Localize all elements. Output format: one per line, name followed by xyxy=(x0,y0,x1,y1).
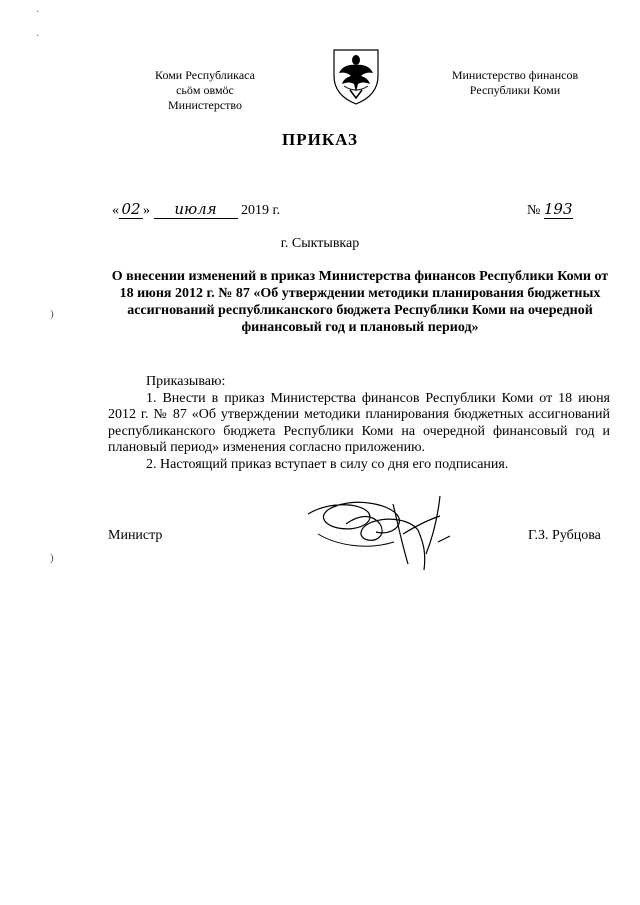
body-paragraph-3: 2. Настоящий приказ вступает в силу со дня его подписания. xyxy=(146,456,509,472)
order-number-line xyxy=(527,200,573,220)
header-left-line-1: Коми Республикаса xyxy=(155,68,255,82)
date-close-quote: » xyxy=(143,203,150,218)
order-body xyxy=(108,374,610,473)
signer-title: Министр xyxy=(108,528,163,543)
city-line: г. Сыктывкар xyxy=(280,236,360,251)
body-paragraph-2: 1. Внести в приказ Министерства финансов Республики Коми от 18 июня 2012 г. № 87 «Об утверждении методики планирования бюджетных ассигнований республиканского бюджета Республики Коми на очередной финансовый год и плановый период» изменения согласно приложению. xyxy=(108,390,610,455)
header-right-org xyxy=(440,68,590,98)
date-day: 02 xyxy=(119,200,143,219)
binding-hole-mark: ) xyxy=(50,308,54,320)
scan-mark: · xyxy=(36,30,40,42)
number-label: № xyxy=(527,203,541,218)
order-subject: О внесении изменений в приказ Министерства финансов Республики Коми от 18 июня 2012 г. № 87 «Об утверждении методики планирования бюджетных ассигнований республиканского бюджета Республики Коми на очередной финансовый год и плановый период» xyxy=(111,269,609,335)
header-right-line-2: Республики Коми xyxy=(469,83,561,97)
binding-hole-mark: ) xyxy=(50,552,54,564)
header-right-line-1: Министерство финансов xyxy=(451,68,579,82)
handwritten-signature xyxy=(298,484,468,584)
signer-name: Г.З. Рубцова xyxy=(528,528,601,543)
order-number-value: 193 xyxy=(543,200,573,218)
coat-of-arms-emblem xyxy=(330,46,382,106)
header-left-line-2: сьӧм овмӧс xyxy=(176,83,234,97)
date-open-quote: « xyxy=(112,203,119,218)
date-line xyxy=(112,200,280,220)
document-type-title: ПРИКАЗ xyxy=(282,130,358,149)
header-left-org xyxy=(140,68,270,113)
date-month: июля xyxy=(154,200,238,219)
date-year: 2019 г. xyxy=(241,203,281,218)
body-paragraph-1: Приказываю: xyxy=(146,374,226,389)
scan-mark: · xyxy=(36,6,40,18)
header-left-line-3: Министерство xyxy=(168,98,242,112)
